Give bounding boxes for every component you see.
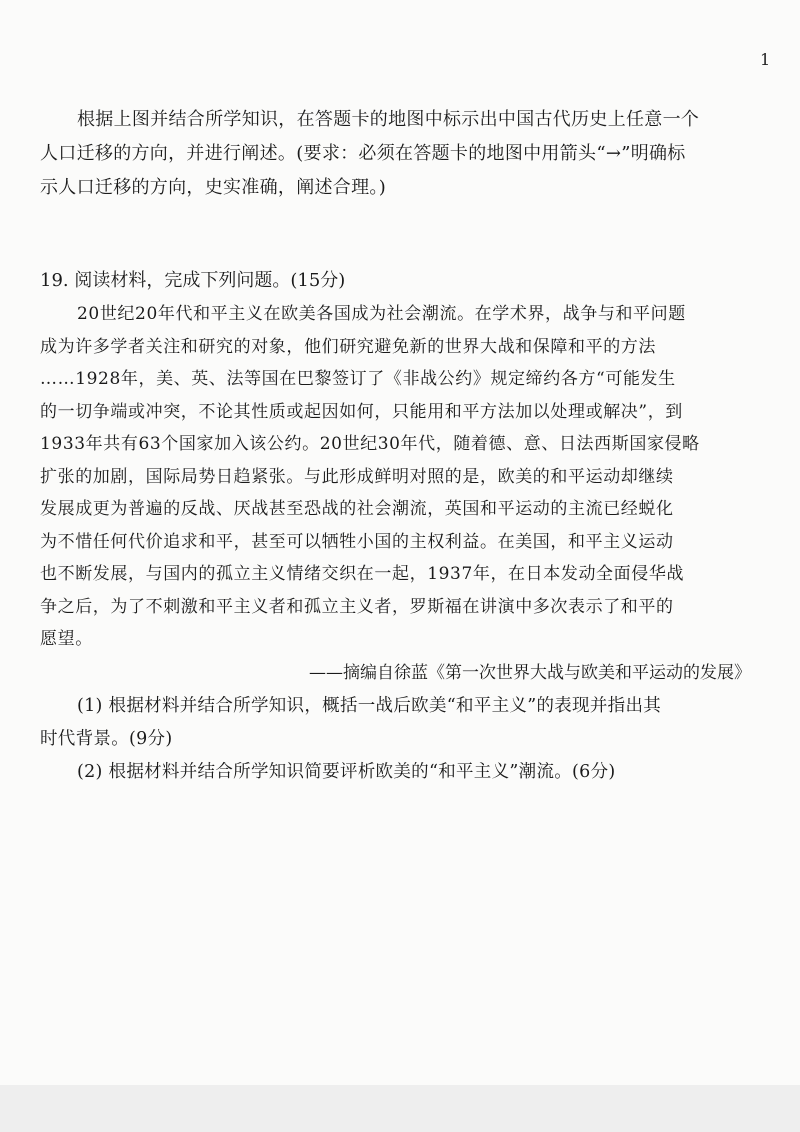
intro-line: 示人口迁移的方向，史实准确，阐述合理。) bbox=[40, 177, 387, 198]
material-line: 为不惜任何代价追求和平，甚至可以牺牲小国的主权利益。在美国，和平主义运动 bbox=[40, 531, 674, 552]
material-source: ——摘编自徐蓝《第一次世界大战与欧美和平运动的发展》 bbox=[309, 662, 751, 683]
material-line: 1933年共有63个国家加入该公约。20世纪30年代，随着德、意、日法西斯国家侵略 bbox=[40, 434, 700, 454]
sub-question-1 bbox=[40, 690, 755, 756]
material-line: 扩张的加剧，国际局势日趋紧张。与此形成鲜明对照的是，欧美的和平运动却继续 bbox=[40, 466, 674, 487]
material-line: 20世纪20年代和平主义在欧美各国成为社会潮流。在学术界，战争与和平问题 bbox=[77, 304, 686, 324]
intro-line: 根据上图并结合所学知识，在答题卡的地图中标示出中国古代历史上任意一个 bbox=[77, 109, 700, 130]
intro-question-text bbox=[40, 103, 755, 205]
sub-question-line: (1) 根据材料并结合所学知识，概括一战后欧美“和平主义”的表现并指出其 bbox=[77, 695, 662, 716]
material-line: 发展成更为普遍的反战、厌战甚至恐战的社会潮流，英国和平运动的主流已经蜕化 bbox=[40, 499, 674, 519]
material-line: ……1928年，美、英、法等国在巴黎签订了《非战公约》规定缔约各方“可能发生 bbox=[40, 369, 676, 389]
material-line: 愿望。 bbox=[40, 629, 93, 649]
material-line: 成为许多学者关注和研究的对象，他们研究避免新的世界大战和保障和平的方法 bbox=[40, 336, 656, 357]
scan-bottom-margin bbox=[0, 1085, 800, 1132]
material-line: 的一切争端或冲突，不论其性质或起因如何，只能用和平方法加以处理或解决”，到 bbox=[40, 401, 683, 422]
question-19-title: 19. 阅读材料，完成下列问题。(15分) bbox=[40, 270, 346, 291]
reading-material bbox=[40, 298, 755, 656]
question-19 bbox=[40, 264, 755, 789]
sub-question-2 bbox=[40, 756, 755, 789]
page-number: 1 bbox=[760, 50, 771, 69]
intro-line: 人口迁移的方向，并进行阐述。(要求：必须在答题卡的地图中用箭头“→”明确标 bbox=[40, 143, 686, 164]
sub-question-line: (2) 根据材料并结合所学知识简要评析欧美的“和平主义”潮流。(6分) bbox=[77, 761, 616, 782]
sub-question-line: 时代背景。(9分) bbox=[40, 728, 173, 749]
material-line: 也不断发展，与国内的孤立主义情绪交织在一起，1937年，在日本发动全面侵华战 bbox=[40, 564, 685, 584]
material-line: 争之后，为了不刺激和平主义者和孤立主义者，罗斯福在讲演中多次表示了和平的 bbox=[40, 596, 674, 617]
